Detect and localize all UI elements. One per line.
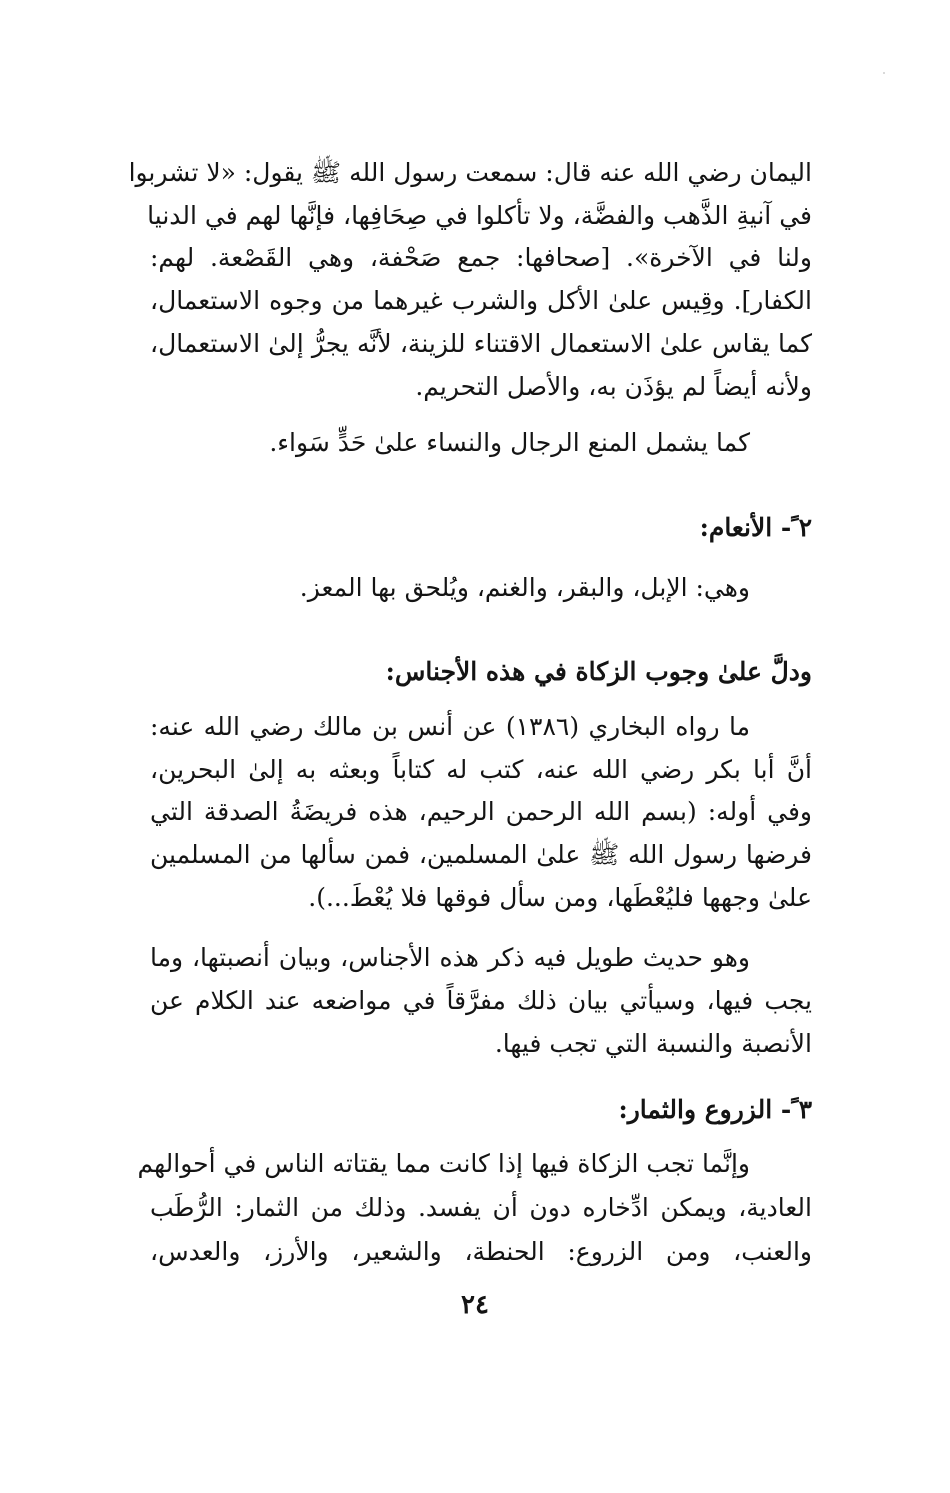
scan-speck bbox=[883, 72, 885, 74]
section-heading-livestock: ٢ ً- الأنعام: bbox=[699, 513, 812, 542]
section-heading-crops-fruits: ٣ ً- الزروع والثمار: bbox=[618, 1095, 812, 1124]
text-line: فرضها رسول الله ﷺ علىٰ المسلمين، فمن سألها من المسلمين bbox=[150, 840, 812, 870]
paragraph-men-women: كما يشمل المنع الرجال والنساء علىٰ حَدٍّ سَواء. bbox=[269, 428, 750, 457]
text-line: الكفار]. وقِيس علىٰ الأكل والشرب غيرهما من وجوه الاستعمال، bbox=[150, 286, 812, 316]
text-line: وفي أوله: (بسم الله الرحمن الرحيم، هذه فريضَةُ الصدقة التي bbox=[150, 797, 812, 827]
text-line: وإنَّما تجب الزكاة فيها إذا كانت مما يقتاته الناس في أحوالهم bbox=[137, 1149, 750, 1178]
text-line: ما رواه البخاري (١٣٨٦) عن أنس بن مالك رضي الله عنه: bbox=[150, 712, 750, 741]
paragraph-bukhari-narration bbox=[150, 706, 812, 920]
text-line: ولنا في الآخرة». [صحافها: جمع صَحْفة، وهي القَصْعة. لهم: bbox=[150, 243, 812, 273]
text-line: الأنصبة والنسبة التي تجب فيها. bbox=[494, 1029, 812, 1058]
paragraph-hadith-vessels bbox=[128, 152, 812, 408]
text-line: يجب فيها، وسيأتي بيان ذلك مفرَّقاً في مواضعه عند الكلام عن bbox=[150, 986, 812, 1015]
heading-evidence: ودلَّ علىٰ وجوب الزكاة في هذه الأجناس: bbox=[385, 657, 812, 686]
page-number: ٢٤ bbox=[461, 1290, 489, 1320]
paragraph-livestock-types: وهي: الإبل، والبقر، والغنم، ويُلحق بها المعز. bbox=[299, 573, 750, 602]
text-line: علىٰ وجهها فليُعْطَها، ومن سأل فوقها فلا يُعْطَ...). bbox=[308, 882, 812, 912]
text-line: كما يقاس علىٰ الاستعمال الاقتناء للزينة، لأنَّه يجرُّ إلىٰ الاستعمال، bbox=[150, 328, 812, 358]
text-line: والعنب، ومن الزروع: الحنطة، والشعير، والأرز، والعدس، bbox=[150, 1237, 812, 1266]
text-line: ولأنه أيضاً لم يؤذَن به، والأصل التحريم. bbox=[415, 371, 812, 401]
text-line: العادية، ويمكن ادِّخاره دون أن يفسد. وذلك من الثمار: الرُّطَب bbox=[150, 1193, 812, 1222]
text-line: اليمان رضي الله عنه قال: سمعت رسول الله ﷺ يقول: «لا تشربوا bbox=[128, 158, 812, 187]
text-line: وهو حديث طويل فيه ذكر هذه الأجناس، وبيان أنصبتها، وما bbox=[150, 943, 750, 972]
paragraph-crops bbox=[137, 1142, 812, 1274]
text-line: أنَّ أبا بكر رضي الله عنه، كتب له كتاباً وبعثه به إلىٰ البحرين، bbox=[150, 754, 812, 784]
paragraph-long-hadith bbox=[150, 936, 812, 1065]
text-line: في آنيةِ الذَّهب والفضَّة، ولا تأكلوا في صِحَافِها، فإنَّها لهم في الدنيا bbox=[147, 200, 812, 230]
